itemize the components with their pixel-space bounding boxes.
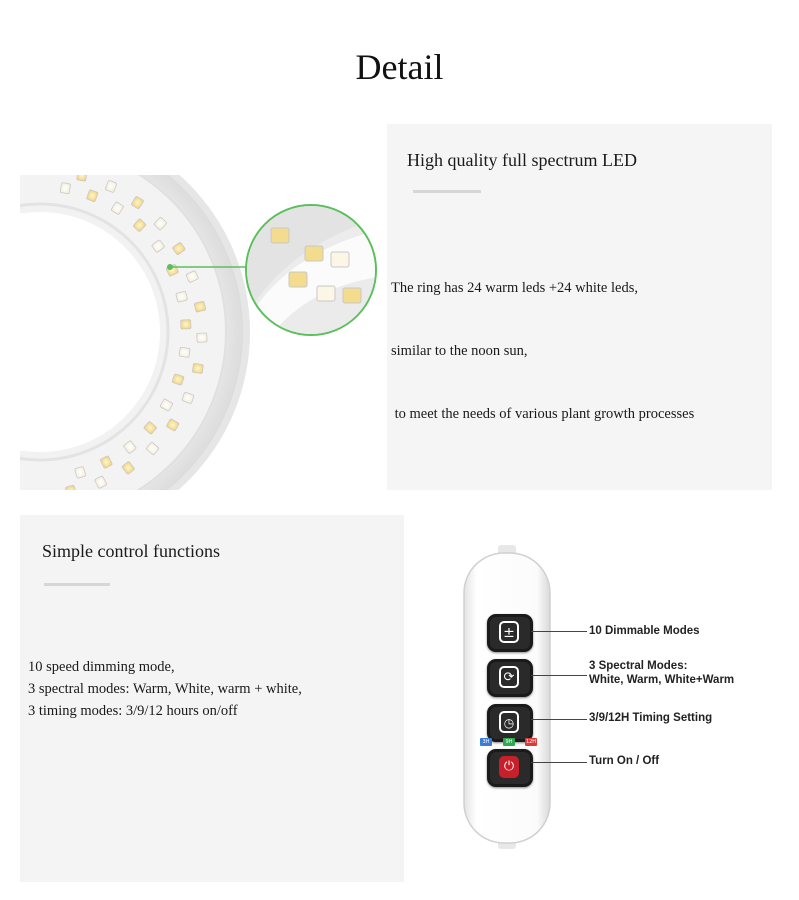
warm-led xyxy=(192,363,203,373)
zoomed-warm-led xyxy=(289,272,307,287)
led-heading: High quality full spectrum LED xyxy=(407,150,637,170)
power-icon: ⏻ xyxy=(499,756,519,778)
zoomed-warm-led xyxy=(343,288,361,303)
callout-spectral-title: 3 Spectral Modes: xyxy=(589,660,688,672)
callout-spectral-modes: White, Warm, White+Warm xyxy=(589,674,735,686)
zoomed-warm-led xyxy=(271,228,289,243)
callout-dimmable: 10 Dimmable Modes xyxy=(589,625,700,637)
power-button[interactable] xyxy=(487,749,533,787)
page-title: Detail xyxy=(355,47,444,87)
led-info-panel xyxy=(387,124,772,490)
control-description xyxy=(28,656,302,722)
callout-line xyxy=(531,719,587,720)
timer-indicator-9h: 9H xyxy=(503,738,515,746)
control-desc-line: 3 timing modes: 3/9/12 hours on/off xyxy=(28,703,238,719)
callout-power: Turn On / Off xyxy=(589,755,660,767)
zoomed-white-led xyxy=(331,252,349,267)
spectrum-button[interactable] xyxy=(487,659,533,697)
warm-led xyxy=(77,175,88,181)
white-led xyxy=(60,183,71,194)
led-zoom-circle xyxy=(245,204,377,336)
plus-minus-icon: ± xyxy=(499,621,519,643)
led-desc-line: to meet the needs of various plant growth processes xyxy=(391,406,695,422)
zoomed-warm-led xyxy=(305,246,323,261)
timer-indicator-3h: 3H xyxy=(480,738,492,746)
control-heading: Simple control functions xyxy=(42,541,220,561)
heading-underline xyxy=(413,190,481,193)
zoomed-white-led xyxy=(317,286,335,301)
callout-spectral xyxy=(589,659,734,687)
led-desc-line: similar to the noon sun, xyxy=(391,343,528,359)
refresh-icon: ⟳ xyxy=(499,666,519,688)
timer-button[interactable] xyxy=(487,704,533,742)
callout-line xyxy=(531,675,587,676)
led-description xyxy=(391,236,694,467)
remote-controller xyxy=(462,545,552,850)
heading-underline xyxy=(44,583,110,586)
callout-line xyxy=(531,631,587,632)
control-desc-line: 10 speed dimming mode, xyxy=(28,659,175,675)
timer-icon: ◷ xyxy=(499,711,519,733)
callout-timing: 3/9/12H Timing Setting xyxy=(589,712,713,724)
control-desc-line: 3 spectral modes: Warm, White, warm + white, xyxy=(28,681,302,697)
timer-indicator-12h: 12H xyxy=(525,739,537,745)
control-info-panel xyxy=(20,515,404,882)
dimmer-button[interactable] xyxy=(487,614,533,652)
led-desc-line: The ring has 24 warm leds +24 white leds, xyxy=(391,280,638,296)
callout-line xyxy=(531,762,587,763)
